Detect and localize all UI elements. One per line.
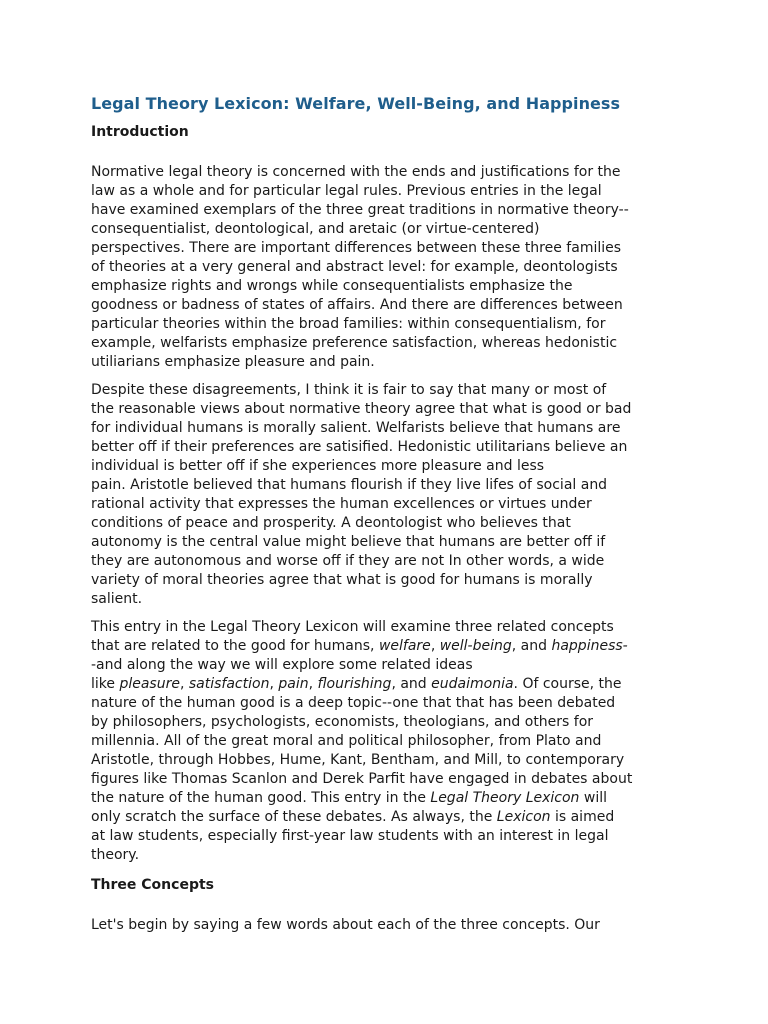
- text-line: [91, 637, 681, 656]
- term-flourishing: flourishing: [317, 676, 392, 692]
- text-line: the reasonable views about normative theory agree that what is good or bad: [91, 401, 632, 417]
- section-heading-three-concepts: Three Concepts: [91, 877, 214, 893]
- text-line: example, welfarists emphasize preference satisfaction, whereas hedonistic: [91, 335, 618, 351]
- text-line: for individual humans is morally salient. Welfarists believe that humans are: [91, 420, 621, 436]
- text-line: consequentialist, deontological, and aretaic (or virtue-centered): [91, 221, 540, 237]
- text-run: the nature of the human good. This entry in the: [91, 790, 431, 806]
- text-run: will: [579, 790, 608, 806]
- text-line: individual is better off if she experiences more pleasure and less: [91, 458, 545, 474]
- term-satisfaction: satisfaction: [188, 676, 270, 692]
- text-line: of theories at a very general and abstract level: for example, deontologists: [91, 259, 618, 275]
- text-line: -and along the way we will explore some related ideas: [91, 657, 473, 673]
- term-well-being: well-being: [439, 638, 512, 654]
- text-line: conditions of peace and prosperity. A deontologist who believes that: [91, 515, 571, 531]
- text-run: ,: [179, 676, 189, 692]
- text-run: only scratch the surface of these debates. As always, the: [91, 809, 497, 825]
- text-line: Aristotle, through Hobbes, Hume, Kant, Bentham, and Mill, to contemporary: [91, 752, 625, 768]
- text-line: emphasize rights and wrongs while consequentialists emphasize the: [91, 278, 573, 294]
- text-line: they are autonomous and worse off if they are not In other words, a wide: [91, 553, 605, 569]
- text-line: better off if their preferences are satisified. Hedonistic utilitarians believe an: [91, 439, 628, 455]
- text-line: by philosophers, psychologists, economists, theologians, and others for: [91, 714, 594, 730]
- text-run: that are related to the good for humans,: [91, 638, 379, 654]
- text-line: Normative legal theory is concerned with the ends and justifications for the: [91, 164, 621, 180]
- text-line: variety of moral theories agree that what is good for humans is morally: [91, 572, 593, 588]
- text-line: [91, 789, 681, 808]
- text-line: rational activity that expresses the human excellences or virtues under: [91, 496, 592, 512]
- text-line: at law students, especially first-year law students with an interest in legal: [91, 828, 609, 844]
- text-line: millennia. All of the great moral and political philosopher, from Plato and: [91, 733, 602, 749]
- text-line: utiliarians emphasize pleasure and pain.: [91, 354, 375, 370]
- text-run: , and: [391, 676, 432, 692]
- text-line: goodness or badness of states of affairs. And there are differences between: [91, 297, 623, 313]
- text-line: [91, 808, 681, 827]
- term-pain: pain: [278, 676, 309, 692]
- text-line: salient.: [91, 591, 143, 607]
- paragraph-4: [91, 916, 681, 935]
- text-line: have examined exemplars of the three great traditions in normative theory--: [91, 202, 629, 218]
- term-welfare: welfare: [378, 638, 431, 654]
- text-line: Despite these disagreements, I think it is fair to say that many or most of: [91, 382, 607, 398]
- article-title: Legal Theory Lexicon: Welfare, Well-Being, and Happiness: [91, 94, 621, 113]
- paragraph-1: [91, 163, 681, 372]
- term-pleasure: pleasure: [119, 676, 180, 692]
- text-run: . Of course, the: [513, 676, 622, 692]
- term-eudaimonia: eudaimonia: [431, 676, 514, 692]
- text-line: pain. Aristotle believed that humans flourish if they live lifes of social and: [91, 477, 608, 493]
- text-line: perspectives. There are important differences between these three families: [91, 240, 622, 256]
- text-line: figures like Thomas Scanlon and Derek Parfit have engaged in debates about: [91, 771, 633, 787]
- text-line: This entry in the Legal Theory Lexicon will examine three related concepts: [91, 619, 614, 635]
- paragraph-3: [91, 618, 681, 865]
- text-line: [91, 675, 681, 694]
- text-line: autonomy is the central value might believe that humans are better off if: [91, 534, 606, 550]
- text-run: ,: [269, 676, 279, 692]
- text-line: particular theories within the broad families: within consequentialism, for: [91, 316, 606, 332]
- paragraph-2: [91, 381, 681, 609]
- term-lexicon: Lexicon: [496, 809, 551, 825]
- term-happiness: happiness-: [551, 638, 628, 654]
- text-run: ,: [430, 638, 440, 654]
- article-body: [91, 92, 681, 935]
- text-line: nature of the human good is a deep topic--one that that has been debated: [91, 695, 616, 711]
- text-run: is aimed: [550, 809, 615, 825]
- text-run: like: [91, 676, 120, 692]
- text-line: law as a whole and for particular legal rules. Previous entries in the legal: [91, 183, 602, 199]
- section-heading-introduction: Introduction: [91, 124, 189, 140]
- text-line: theory.: [91, 847, 140, 863]
- term-legal-theory-lexicon: Legal Theory Lexicon: [430, 790, 580, 806]
- text-run: , and: [511, 638, 552, 654]
- text-run: ,: [308, 676, 318, 692]
- text-line: Let's begin by saying a few words about each of the three concepts. Our: [91, 917, 600, 933]
